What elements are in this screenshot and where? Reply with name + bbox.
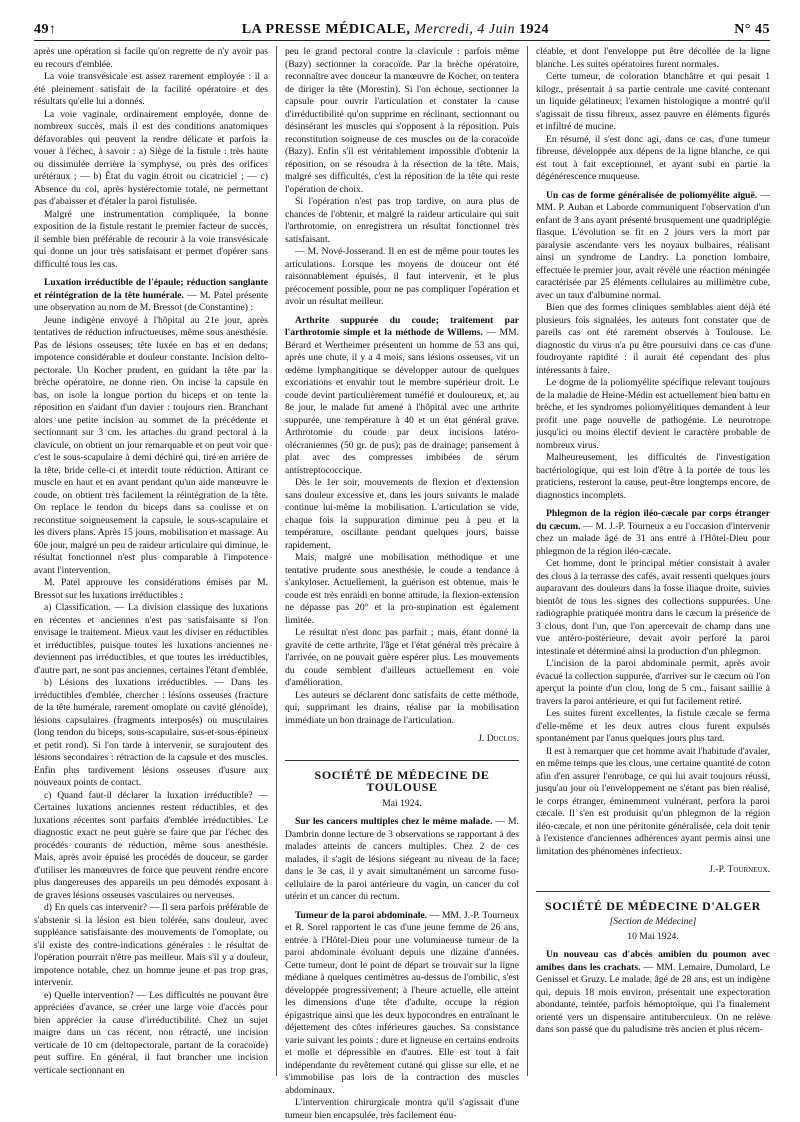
paragraph: Malgré une instrumentation compliquée, la bonne exposition de la fistule restant le premier facteur de succès, il semble bien préférable de recourir à la voie transvésicale qui donne un jour très satisfaisant et permet d'opérer sans difficulté tous les cas. — [34, 208, 268, 270]
section-heading: SOCIÉTÉ DE MÉDECINE D'ALGER — [536, 891, 770, 913]
paragraph: après une opération si facile qu'on regrette de n'y avoir pas eu recours d'emblée. — [34, 46, 268, 70]
paragraph: L'incision de la paroi abdominale permit, après avoir évacué la collection suppurée, d'arriver sur le cæcum où l'on aperçut la pointe d'un clou, long de 5 cm., faisant saillie à travers la paroi antérieure, et qui fut facilement retiré. — [536, 658, 770, 707]
column-divider — [276, 46, 277, 1076]
section-subtitle: [Section de Médecine] — [609, 916, 697, 927]
paragraph: peu le grand pectoral contre la clavicule : parfois même (Bazy) sectionner la coracoïde. Par la brèche opératoire, reconnaître avec douceur la manœuvre de Kocher, on tentera de diriger la tête (Morestin). Si l'on échoue, sectionner la capsule pour ouvrir l'articulation et constater la cause d'irréductibilité qu'on supprime en réclinant, sectionnant ou désinsérant les muscles qui s'opposent à la réposition. Puis reconstitution soigneuse de ces muscles ou de la coracoïde (Bazy). Enfin s'il est véritablement impossible d'obtenir la réposition, on se résoudra à la résection de la tête. Mais, malgré ses difficultés, c'est la réposition de la tête qui reste l'opération de choix. — [285, 46, 519, 195]
paragraph: Dès le 1er soir, mouvements de flexion et d'extension sans douleur excessive et, dans les jours suivants le malade continue lui-même la mobilisation. L'articulation se vide, chaque fois la suppuration diminue peu à peu et la température, oscillante pendant quelques jours, baisse rapidement. — [285, 477, 519, 551]
paragraph: L'intervention chirurgicale montra qu'il s'agissait d'une tumeur bien encapsulée, très facilement énu- — [285, 1097, 519, 1121]
paragraph: La voie transvésicale est assez rarement employée : il a été pleinement satisfait de la facilité opératoire et des résultats qu'elle lui a donnés. — [34, 71, 268, 107]
column-2 — [285, 46, 519, 1121]
article-text: — M. Dambrin donne lecture de 3 observations se rapportant à des malades atteints de cancers multiples. Chez 2 de ces malades, il s'agit de lésions siégeant au niveau de la face; dans le 3e cas, il y avait simultanément un sarcome fuso-cellulaire de la paroi antérieure du vagin, un cancer du col utérin et un cancer du rectum. — [285, 816, 519, 902]
paragraph: Mais, malgré une mobilisation méthodique et une tentative prudente sous anesthésie, le coude a tendance à s'ankyloser. Actuellement, la guérison est obtenue, mais le coude est très enraidi en bonne attitude, la flexion-extension ne dépasse pas 20° et la pro-supination est également limitée. — [285, 552, 519, 626]
page-number: 49↑ — [34, 22, 57, 37]
paragraph: d) En quels cas intervenir? — Il sera parfois préférable de s'abstenir si la lésion est bien tolérée, sans douleur, avec suppléance satisfaisante des mouvements de l'omoplate, ou s'il existe des contre-indications générales : le résultat de l'opération pourrait n'être pas meilleur. Mais s'il y a douleur, impotence notable, chez un homme jeune et pas trop gras, intervenir. — [34, 902, 268, 988]
section-date: Mai 1924. — [382, 797, 422, 809]
page-header — [34, 14, 770, 41]
paragraph: Les auteurs se déclarent donc satisfaits de cette méthode, qui, supprimant les drains, réalise par la mobilisation immédiate un bon drainage de l'articulation. — [285, 689, 519, 726]
article-heading — [285, 315, 519, 478]
article-heading — [536, 190, 770, 303]
article-text: — MM. P. Auban et Laborde communiquent l'observation d'un enfant de 3 ans ayant présenté brusquement une quadriplégie flasque. L'évolution se fit en 2 jours vers la mort par paralysie ascendante vers les noyaux bulbaires, réalisant ainsi un syndrome de Landry. La ponction lombaire, effectuée le premier jour, avait révélé une réaction méningée caractérisée par 25 éléments cellulaires au millimètre cube, avec un taux d'albumine normal. — [536, 189, 771, 301]
article-heading — [34, 277, 268, 315]
paragraph: cléable, et dont l'enveloppe put être décollée de la ligne blanche. Les suites opératoires furent normales. — [536, 46, 770, 70]
column-1 — [34, 46, 268, 1076]
section-date: 10 Mai 1924. — [627, 930, 679, 942]
issue-date: Mercredi, 4 Juin — [414, 22, 516, 37]
article-author: — MM. Bérard et Wertheimer présentent un homme de 53 ans qui, après une chute, il y a 4 mois, sans lésions osseuses, vit un œdème lymphangitique se développer autour de quelques excoriations et envahir tout le membre supérieur droit. Le coude devint particulièrement tuméfié et douloureux, et, au 8e jour, le malade fut amené à l'hôpital avec une arthrite suppurée, une température à 40 et un état général grave. Arthrotomie du coude par deux incisions latéro-olécraniennes (50 gr. de pus); pas de drainage; pansement à plat avec des compresses imbibées de sérum antistreptococcique. — [285, 327, 519, 476]
paragraph: Cet homme, dont le principal métier consistait à avaler des clous à la terrasse des cafés, avait ressenti quelques jours auparavant des douleurs dans la fosse iliaque droite, suivies bientôt de tous les signes des collections suppurées. Une radiographie pratiquée montra dans le cæcum la présence de 3 clous, dont l'un, que l'on apercevait de champ dans une vue antéro-postérieure, devait avoir perforé la paroi intestinale et déterminé ainsi la production d'un phlegmon. — [536, 558, 770, 657]
paragraph: Le dogme de la poliomyélite spécifique relevant toujours de la maladie de Heine-Médin est actuellement bien battu en brèche, et les syndromes poliomyélitiques demandent à leur profit une page nouvelle de pathogénie. Le neurotrope jusqu'ici ou moins électif devient le caractère probable de nombreux virus. — [536, 377, 770, 451]
paragraph: e) Quelle intervention? — Les difficultés ne pouvant être appréciées d'avance, se créer une large voie d'accès pour bien apprécier la cause d'irréductibilité. Chez un sujet maigre dans un cas récent, non rétracté, une incision verticale de 10 cm (deltopectorale, partant de la coracoïde) peut suffire. En général, il faut brancher une incision verticale sectionnant en — [34, 989, 268, 1076]
signature: J. Duclos. — [478, 733, 519, 744]
article-title: Luxation irréductible de l'épaule; réduction sanglante et réintégration de la tête humérale. — [34, 277, 268, 301]
article-title: Arthrite suppurée du coude; traitement par l'arthrotomie simple et la méthode de Willems. — [285, 314, 519, 338]
paragraph: Le résultat n'est donc pas parfait ; mais, étant donné la gravité de cette arthrite, l'âge et l'état général très précaire à l'arrivée, on ne pouvait guère espérer plus. Les mouvements du coude semblent d'ailleurs actuellement en voie d'amélioration. — [285, 627, 519, 688]
paragraph: Cette tumeur, de coloration blanchâtre et qui pesait 1 kilogr., présentait à sa partie centrale une cavité contenant un liquide gélatineux; l'examen histologique a montré qu'il s'agissait de tissu fibreux, assez pauvre en éléments figurés et infiltré de mucine. — [536, 71, 770, 132]
paragraph: Jeune indigène envoyé à l'hôpital au 21e jour, après tentatives de réduction infructueuses, même sous anesthésie. Pas de lésions osseuses; tête luxée en bas et en dedans; impotence considérable et douleur constante. Incision delto-pectorale. Un Kocher prudent, en guidant la tête par la brèche opératoire, ne donne rien. On incise la capsule en bas, on isole la longue portion du biceps et on tente la réposition en s'aidant d'un davier : toujours rien. Branchant alors une petite incision au sommet de la précédente et sectionnant sur 3 cm. les attaches du grand pectoral à la clavicule, on obtient un jour remarquable et on peut voir que c'est le sous-scapulaire à demi déchiré qui, tiré en arrière de la tête, bride celle-ci et interdit toute réduction. Attirant ce muscle en haut et en avant pendant qu'un aide manœuvre le coude, on obtient très facilement la réintégration de la tête. On replace le tendon du biceps dans sa coulisse et on reconstitue soigneusement la capsule, le sous-scapulaire et les divers plans. Après 15 jours, mobilisation et massage. Au 60e jour, malgré un peu de raideur articulaire qui diminue, le résultat fonctionnel n'est plus comparable à l'impotence avant l'intervention. — [34, 314, 268, 576]
paragraph: — M. Nové-Josserand. Il en est de même pour toutes les articulations. Lorsque les moyens de douceur ont été raisonnablement épuisés, il faut intervenir, et le plus précocement possible, pour ne pas compliquer l'opération et avoir un résultat meilleur. — [285, 246, 519, 307]
article-title: Un nouveau cas d'abcès amibien du poumon avec amibes dans les crachats. — [536, 949, 770, 973]
article-title: Sur les cancers multiples chez le même malade. — [295, 816, 493, 827]
column-divider — [527, 46, 528, 1076]
article-title: Tumeur de la paroi abdominale. — [295, 909, 428, 921]
article-title: Un cas de forme généralisée de poliomyélite aiguë. — [546, 189, 758, 201]
article-heading — [285, 910, 519, 1098]
paragraph: Il est à remarquer que cet homme avait l'habitude d'avaler, en même temps que les clous, une certaine quantité de coton afin d'en assurer l'enrobage, ce qui lui avait toujours réussi, jusqu'au jour où l'enveloppement ne s'étant pas bien réalisé, le corps étranger, éminemment vulnérant, perfora la paroi cæcale. Il s'en est produisit qu'un phlegmon de la région iléo-cæcale, et non une péritonite généralisée, cela doit tenir à l'existence d'anciennes adhérences ayant permis ainsi une limitation des phénomènes infectieux. — [536, 745, 770, 857]
section-heading: SOCIÉTÉ DE MÉDECINE DE TOULOUSE — [285, 760, 519, 794]
article-heading — [536, 949, 770, 1037]
paragraph: M. Patel approuve les considérations émises par M. Bressot sur les luxations irréductibles : — [34, 577, 268, 601]
article-title: Phlegmon de la région iléo-cæcale par corps étranger du cæcum. — [536, 508, 770, 532]
article-author: — M. Patel présente une observation au nom de M. Bressot (de Constantine) : — [34, 289, 268, 313]
column-3 — [536, 46, 770, 1076]
issue-year: 1924 — [519, 22, 550, 37]
paragraph: La voie vaginale, ordinairement employée, donne de nombreux succès, mais il est des conditions anatomiques défavorables qui peuvent la rendre délicate et parfois la vouer à l'échec, à savoir : a) Siège de la fistule : très haute ou dissimulée derrière la symphyse, ou près des orifices urétéraux ; — b) État du vagin étroit ou cicatriciel ; — c) Absence du col, après hystérectomie totale, ne permettant pas d'abaisser et d'étaler la paroi fistulisée. — [34, 108, 268, 207]
journal-name: LA PRESSE MÉDICALE, — [241, 22, 411, 37]
paragraph: c) Quand faut-il déclarer la luxation irréductible? — Certaines luxations anciennes restent réductibles, et des luxations récentes sont parfaits d'emblée irréductibles. Le diagnostic exact ne peut guère se faire que par l'échec des procédés courants de réduction, même sous anesthésie. Mais, après avoir épuisé les procédés de douceur, se garder d'utiliser les manœuvres de force que peuvent rendre encore plus dangereuses des appareils un peu démodés exposant à de graves lésions osseuses vasculaires ou nerveuses. — [34, 789, 268, 901]
signature: J.-P. Tourneux. — [709, 864, 770, 875]
article-text: — MM. Lemaire, Dumolard, Le Genissel et Gruzy. Le malade, âgé de 28 ans, est un indigène qui, depuis 18 mois environ, présentait une expectoration abondante, teintée, parfois hémoptoïque, qui l'a finalement orienté vers un dispensaire antituberculeux. On ne relève dans son passé que du paludisme très ancien et plus récem- — [536, 961, 770, 1035]
article-text: — MM. J.-P. Tourneux et R. Sorel rapportent le cas d'une jeune femme de 26 ans, entrée à l'Hôtel-Dieu pour une volumineuse tumeur de la paroi abdominale évoluant depuis une dizaine d'années. Cette tumeur, dont le point de départ se trouvait sur la ligne médiane à quelques centimètres au-dessus de l'ombilic, s'est développée progressivement; à l'heure actuelle, elle atteint les dimensions d'une tête d'adulte, occupe la région épigastrique ainsi que les deux hypocondres en entraînant le déjettement des côtes inférieures gauches. Sa consistance varie suivant les points : dure et ligneuse en certains endroits et molle et dépressible en d'autres. Elle est tout à fait indépendante du revêtement cutané qui glisse sur elle, et ne s'immobilise pas lors de la contraction des muscles abdominaux. — [285, 909, 519, 1096]
article-heading — [536, 508, 770, 558]
paragraph: En résumé, il s'est donc agi, dans ce cas, d'une tumeur fibreuse, développée aux dépens de la ligne blanche, ce qui est tout à fait exceptionnel, et ayant subi en partie la dégénérescence muqueuse. — [536, 133, 770, 182]
article-heading — [285, 816, 519, 904]
paragraph: Bien que des formes cliniques semblables aient déjà été plusieurs fois signalées, les auteurs font constater que de pareils cas ont été rarement observés à Toulouse. Le diagnostic du virus n'a pu être poursuivi dans ce cas d'une foudroyante rapidité : il aurait été cependant des plus intéressants à faire. — [536, 302, 770, 376]
issue-number: N° 45 — [734, 22, 770, 37]
paragraph: a) Classification. — La division classique des luxations en récentes et anciennes n'est pas satisfaisante si l'on envisage le traitement. Mieux vaut les diviser en réductibles et irréductibles, puisque toutes les luxations anciennes ne deviennent pas irréductibles, et que toutes les irréductibles, d'autre part, ne sont pas anciennes, certaines l'étant d'emblée. — [34, 602, 269, 676]
paragraph: Si l'opération n'est pas trop tardive, on aura plus de chances de l'obtenir, et malgré la raideur articulaire qui suit l'arthrotomie, on enregistrera un résultat fonctionnel très satisfaisant. — [285, 196, 519, 245]
journal-title — [242, 22, 549, 38]
article-text: — M. J.-P. Tourneux a eu l'occasion d'intervenir chez un malade âgé de 31 ans entré à l'Hôtel-Dieu pour phlegmon de la région iléo-cæcale. — [536, 520, 771, 557]
paragraph: b) Lésions des luxations irréductibles. — Dans les irréductibles d'emblée, chercher : lésions osseuses (fracture de la tête humérale, rarement omoplate ou cavité glénoïde), lésions capsulaires (fragments interposés) ou musculaires (long tendon du biceps, sous-scapulaire, sus-et-sous-épineux et petit rond). Si l'on tarde à intervenir, se surajoutent des lésions secondaires : rétraction de la capsule et des muscles. Enfin plus tardivement lésions osseuses d'usure aux nouveaux points de contact. — [34, 677, 268, 788]
paragraph: Malheureusement, les difficultés de l'investigation bactériologique, qui est loin d'être à la portée de tous les praticiens, resteront la cause, peut-être longtemps encore, de diagnostics incomplets. — [536, 452, 770, 501]
paragraph: Les suites furent excellentes, la fistule cæcale se ferma d'elle-même et les deux autres clous furent expulsés spontanément par l'anus quelques jours plus tard. — [536, 708, 770, 744]
